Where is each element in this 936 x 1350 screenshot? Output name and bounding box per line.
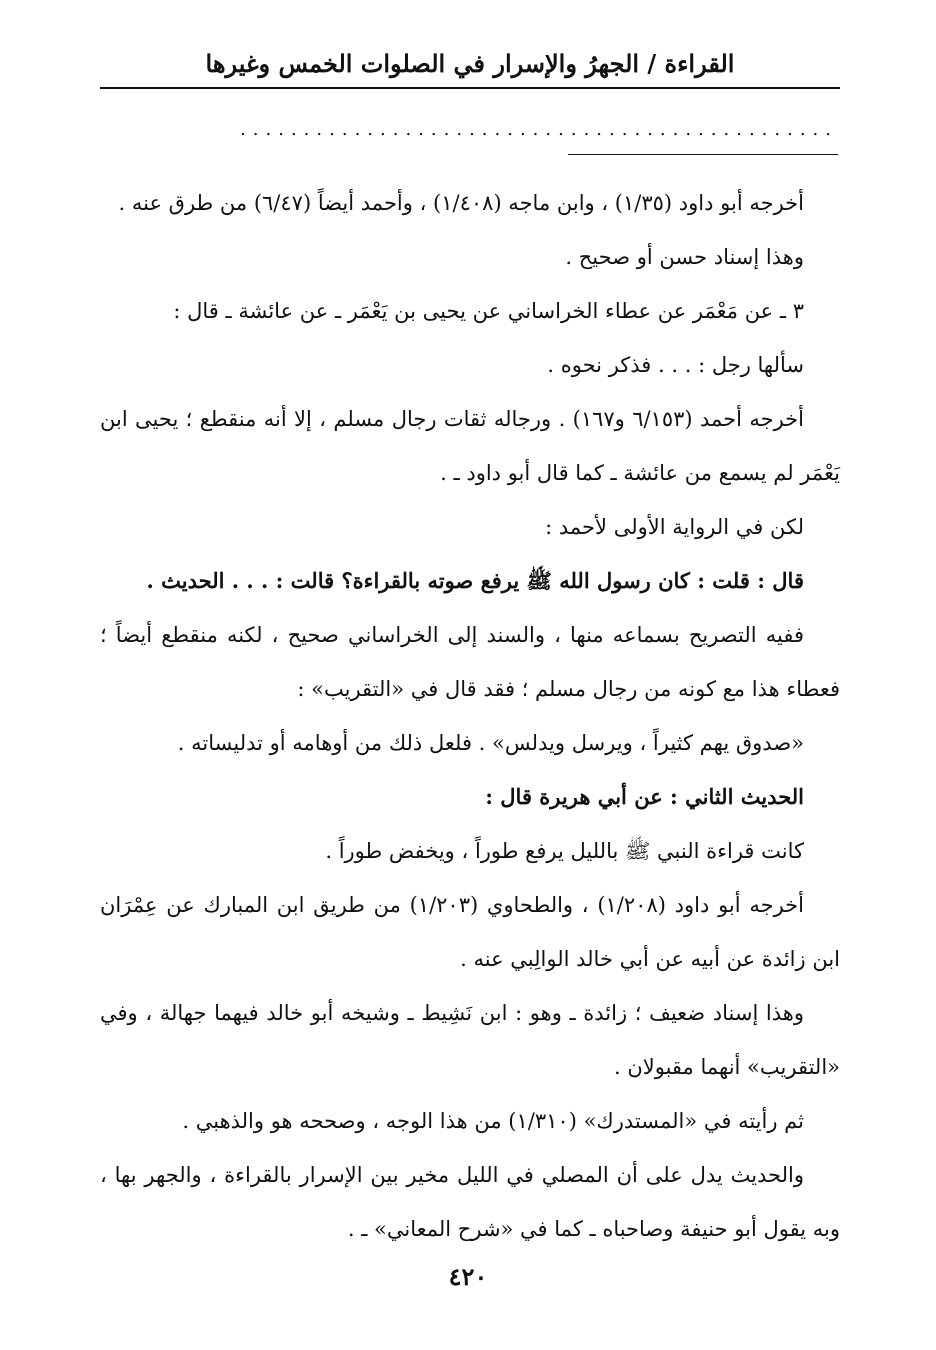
page-header-title: القراءة / الجهرُ والإسرار في الصلوات الخمس وغيرها [205,49,735,78]
paragraph-11: كانت قراءة النبي ﷺ بالليل يرفع طوراً ، ويخفض طوراً . [325,839,804,863]
paragraph-10: الحديث الثاني : عن أبي هريرة قال : [485,784,804,809]
footnote-rule [568,154,838,155]
header-rule [100,87,840,89]
paragraph-5: أخرجه أحمد (٦/١٥٣ و١٦٧) . ورجاله ثقات رجال مسلم ، إلا أنه منقطع ؛ يحيى ابن يَعْمَر لم يسمع من عائشة ـ كما قال أبو داود ـ . [100,407,840,485]
paragraph-7: قال : قلت : كان رسول الله ﷺ يرفع صوته بالقراءة؟ قالت : . . . الحديث . [146,568,804,593]
paragraph-15: والحديث يدل على أن المصلي في الليل مخير بين الإسرار بالقراءة ، والجهر بها ، وبه يقول أبو حنيفة وصاحباه ـ كما في «شرح المعاني» ـ . [100,1163,840,1241]
paragraph-13: وهذا إسناد ضعيف ؛ زائدة ـ وهو : ابن نَشِيط ـ وشيخه أبو خالد فيهما جهالة ، وفي «التقريب» أنهما مقبولان . [100,1001,840,1079]
page-number: ٤٢٠ [448,1262,488,1291]
paragraph-1: أخرجه أبو داود (١/٣٥) ، وابن ماجه (١/٤٠٨) ، وأحمد أيضاً (٦/٤٧) من طرق عنه . [118,191,804,215]
paragraph-4: سألها رجل : . . . فذكر نحوه . [547,353,804,377]
main-text [100,176,840,1256]
paragraph-12: أخرجه أبو داود (١/٢٠٨) ، والطحاوي (١/٢٠٣) من طريق ابن المبارك عن عِمْرَان ابن زائدة عن أبيه عن أبي خالد الوالِبي عنه . [100,893,840,971]
paragraph-14: ثم رأيته في «المستدرك» (١/٣١٠) من هذا الوجه ، وصححه هو والذهبي . [182,1109,804,1133]
paragraph-3: ٣ ـ عن مَعْمَر عن عطاء الخراساني عن يحيى بن يَعْمَر ـ عن عائشة ـ قال : [173,299,804,323]
paragraph-6: لكن في الرواية الأولى لأحمد : [545,515,804,539]
paragraph-9: «صدوق يهم كثيراً ، ويرسل ويدلس» . فلعل ذلك من أوهامه أو تدليساته . [177,731,804,755]
paragraph-8: ففيه التصريح بسماعه منها ، والسند إلى الخراساني صحيح ، لكنه منقطع أيضاً ؛ فعطاء هذا مع كونه من رجال مسلم ؛ فقد قال في «التقريب» : [100,623,840,701]
paragraph-2: وهذا إسناد حسن أو صحيح . [565,245,804,269]
dotted-separator: ............................................... [240,119,838,140]
